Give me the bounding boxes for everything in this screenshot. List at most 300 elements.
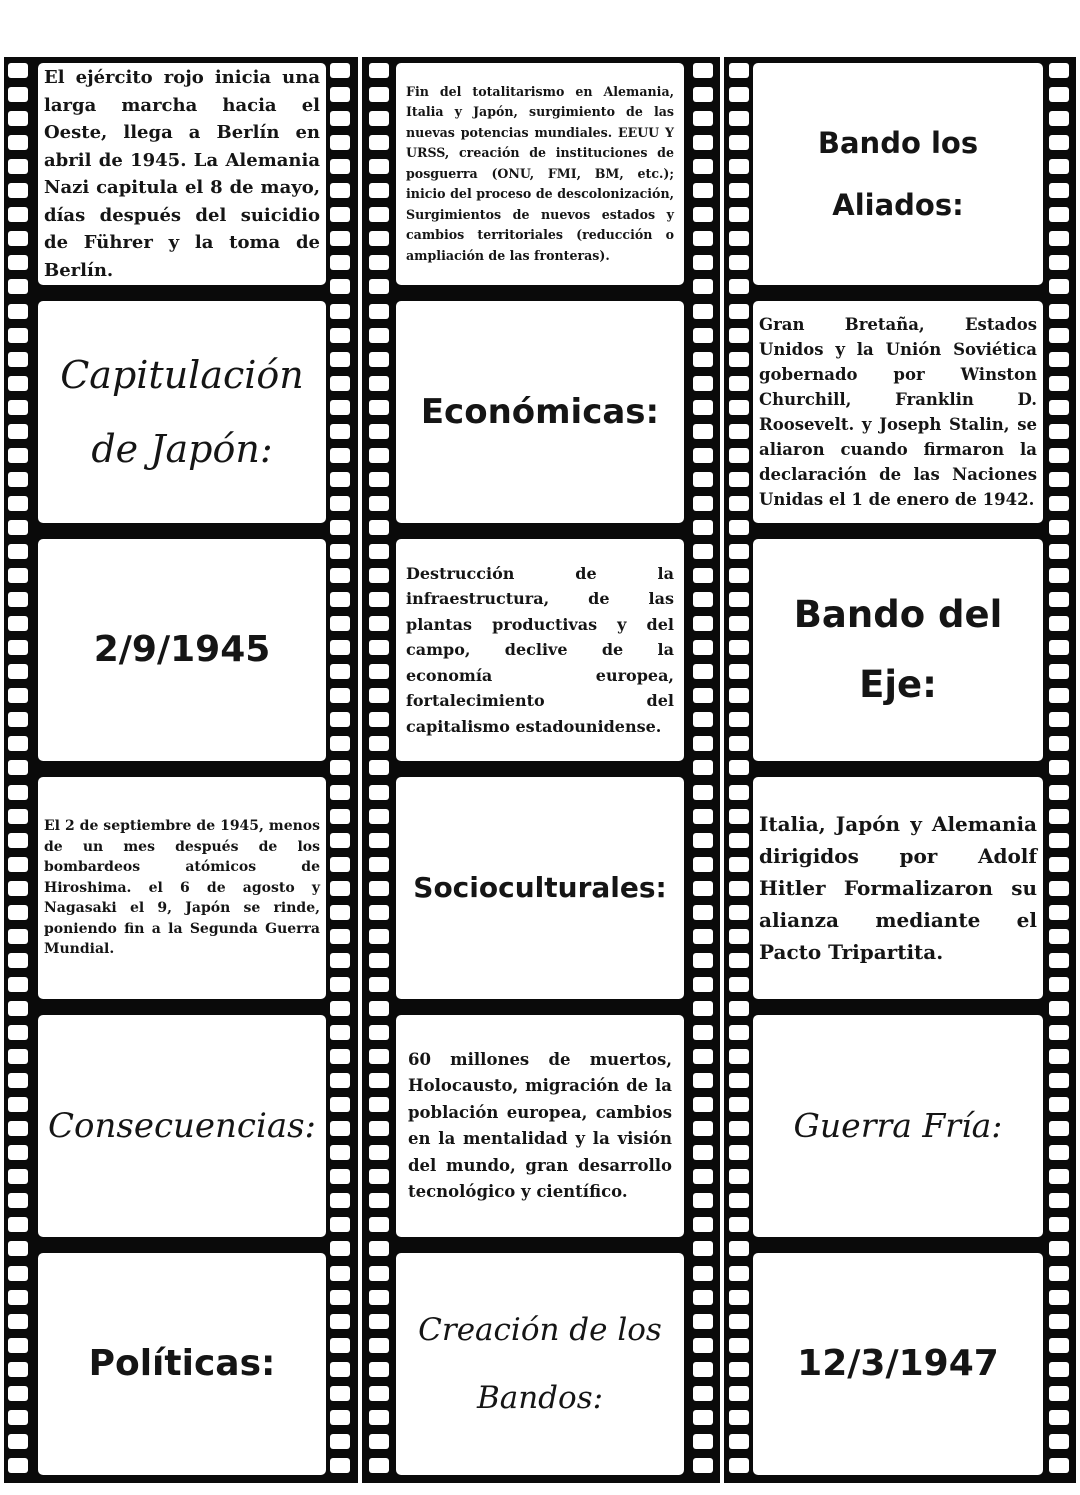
sprocket-hole (369, 1434, 389, 1449)
sprocket-hole (369, 520, 389, 535)
sprocket-hole (369, 833, 389, 848)
frame-heading: Económicas: (420, 392, 660, 432)
sprocket-hole (693, 544, 713, 559)
sprocket-hole (729, 352, 749, 367)
sprocket-hole (369, 640, 389, 655)
film-frame (753, 301, 1043, 523)
sprocket-hole (693, 63, 713, 78)
film-frame (38, 777, 326, 999)
sprocket-hole (330, 1073, 350, 1088)
sprocket-hole (8, 400, 28, 415)
sprocket-hole (1049, 472, 1069, 487)
sprocket-hole (369, 1145, 389, 1160)
sprocket-hole (369, 1169, 389, 1184)
sprocket-hole (693, 1290, 713, 1305)
sprocket-hole (369, 592, 389, 607)
sprocket-hole (693, 1386, 713, 1401)
film-frame (396, 1253, 684, 1475)
sprocket-hole (729, 544, 749, 559)
frame-heading: Bando los Aliados: (817, 126, 979, 222)
sprocket-hole (693, 1001, 713, 1016)
sprocket-hole (693, 1217, 713, 1232)
sprocket-hole (729, 255, 749, 270)
sprocket-hole (8, 688, 28, 703)
sprocket-hole (330, 1386, 350, 1401)
sprocket-hole (1049, 616, 1069, 631)
sprocket-hole (729, 520, 749, 535)
sprocket-hole (369, 159, 389, 174)
frame-heading: Bando del Eje: (793, 593, 1003, 706)
sprocket-hole (729, 905, 749, 920)
sprocket-hole (8, 881, 28, 896)
frame-paragraph: El ejército rojo inicia una larga marcha hacia el Oeste, llega a Berlín en abril de 1945. La Alemania Nazi capitula el 8 de mayo, días después del suicidio de Führer y la toma de Berlín. (44, 67, 320, 281)
sprocket-hole (729, 472, 749, 487)
sprocket-hole (729, 448, 749, 463)
sprocket-hole (8, 1073, 28, 1088)
sprocket-hole (1049, 785, 1069, 800)
sprocket-hole (8, 1386, 28, 1401)
sprocket-hole (693, 135, 713, 150)
sprocket-hole (693, 857, 713, 872)
sprocket-hole (369, 1410, 389, 1425)
sprocket-hole (693, 424, 713, 439)
frame-paragraph: El 2 de septiembre de 1945, menos de un mes después de los bombardeos atómicos de Hiroshima. el 6 de agosto y Nagasaki el 9, Japón se rinde, poniendo fin a la Segunda Guerra Mundial. (44, 818, 320, 958)
sprocket-hole (369, 183, 389, 198)
frame-heading: Creación de los Bandos: (418, 1312, 662, 1416)
sprocket-hole (369, 977, 389, 992)
sprocket-hole (693, 183, 713, 198)
sprocket-hole (729, 881, 749, 896)
sprocket-hole (369, 785, 389, 800)
sprocket-hole (1049, 1025, 1069, 1040)
sprocket-hole (1049, 977, 1069, 992)
sprocket-hole (8, 1049, 28, 1064)
sprocket-hole (330, 616, 350, 631)
sprocket-hole (330, 1458, 350, 1473)
film-frame (38, 63, 326, 285)
sprocket-hole (729, 929, 749, 944)
sprocket-hole (1049, 87, 1069, 102)
frame-heading: Políticas: (88, 1343, 276, 1384)
sprocket-hole (369, 328, 389, 343)
sprocket-hole (330, 87, 350, 102)
sprocket-hole (729, 833, 749, 848)
sprocket-holes (1049, 63, 1069, 1477)
film-frame (753, 777, 1043, 999)
sprocket-hole (330, 1169, 350, 1184)
sprocket-hole (729, 953, 749, 968)
sprocket-hole (369, 1193, 389, 1208)
sprocket-hole (8, 376, 28, 391)
sprocket-hole (1049, 1314, 1069, 1329)
film-frame (38, 1253, 326, 1475)
sprocket-hole (1049, 231, 1069, 246)
sprocket-hole (369, 231, 389, 246)
sprocket-hole (330, 111, 350, 126)
sprocket-hole (729, 1362, 749, 1377)
sprocket-hole (693, 568, 713, 583)
sprocket-hole (330, 352, 350, 367)
frame-heading: 12/3/1947 (797, 1343, 999, 1384)
sprocket-hole (1049, 1073, 1069, 1088)
sprocket-holes (8, 63, 28, 1477)
sprocket-hole (693, 520, 713, 535)
film-frame (396, 1015, 684, 1237)
sprocket-hole (369, 1314, 389, 1329)
sprocket-hole (330, 929, 350, 944)
sprocket-hole (369, 1025, 389, 1040)
sprocket-hole (1049, 111, 1069, 126)
sprocket-hole (693, 929, 713, 944)
sprocket-hole (330, 833, 350, 848)
sprocket-hole (8, 905, 28, 920)
sprocket-hole (1049, 1266, 1069, 1281)
sprocket-hole (693, 712, 713, 727)
sprocket-hole (693, 905, 713, 920)
sprocket-hole (1049, 833, 1069, 848)
sprocket-hole (693, 1338, 713, 1353)
sprocket-hole (330, 376, 350, 391)
sprocket-hole (330, 1193, 350, 1208)
sprocket-hole (1049, 1410, 1069, 1425)
sprocket-hole (729, 760, 749, 775)
sprocket-hole (693, 1410, 713, 1425)
sprocket-hole (8, 785, 28, 800)
sprocket-hole (1049, 1097, 1069, 1112)
sprocket-hole (8, 953, 28, 968)
sprocket-hole (8, 760, 28, 775)
sprocket-hole (729, 1049, 749, 1064)
sprocket-hole (330, 1097, 350, 1112)
sprocket-hole (8, 183, 28, 198)
sprocket-hole (729, 111, 749, 126)
sprocket-hole (330, 977, 350, 992)
film-strip-column-1 (4, 57, 358, 1483)
sprocket-hole (369, 1217, 389, 1232)
sprocket-hole (8, 1097, 28, 1112)
sprocket-hole (729, 1193, 749, 1208)
sprocket-hole (693, 304, 713, 319)
sprocket-hole (1049, 1290, 1069, 1305)
film-frame (396, 63, 684, 285)
sprocket-hole (693, 977, 713, 992)
sprocket-hole (8, 640, 28, 655)
sprocket-hole (8, 1001, 28, 1016)
frame-paragraph: Fin del totalitarismo en Alemania, Italia y Japón, surgimiento de las nuevas potencias mundiales. EEUU Y URSS, creación de instituciones de posguerra (ONU, FMI, BM, etc.); inicio del proceso de descolonización, Surgimientos de nuevos estados y cambios territoriales (reducción o ampliación de las fronteras). (406, 83, 674, 263)
sprocket-hole (1049, 664, 1069, 679)
sprocket-hole (1049, 592, 1069, 607)
sprocket-hole (369, 568, 389, 583)
sprocket-hole (369, 664, 389, 679)
film-strip-column-3 (724, 57, 1076, 1483)
sprocket-hole (1049, 809, 1069, 824)
sprocket-hole (729, 1025, 749, 1040)
frame-paragraph: Gran Bretaña, Estados Unidos y la Unión Soviética gobernado por Winston Churchill, Franklin D. Roosevelt. y Joseph Stalin, se aliaron cuando firmaron la declaración de las Naciones Unidas el 1 de enero de 1942. (759, 315, 1037, 509)
sprocket-hole (1049, 544, 1069, 559)
sprocket-hole (693, 809, 713, 824)
sprocket-hole (330, 664, 350, 679)
sprocket-hole (693, 1025, 713, 1040)
sprocket-hole (729, 87, 749, 102)
sprocket-hole (729, 279, 749, 294)
sprocket-hole (369, 1338, 389, 1353)
sprocket-hole (693, 352, 713, 367)
sprocket-hole (693, 87, 713, 102)
sprocket-hole (1049, 953, 1069, 968)
sprocket-hole (8, 255, 28, 270)
sprocket-hole (330, 640, 350, 655)
sprocket-hole (729, 1266, 749, 1281)
frame-heading: Capitulación de Japón: (60, 353, 304, 471)
sprocket-hole (8, 1362, 28, 1377)
sprocket-hole (1049, 1049, 1069, 1064)
sprocket-hole (729, 63, 749, 78)
sprocket-hole (369, 1458, 389, 1473)
sprocket-hole (729, 135, 749, 150)
sprocket-hole (693, 207, 713, 222)
sprocket-hole (8, 63, 28, 78)
sprocket-hole (693, 592, 713, 607)
sprocket-hole (729, 1241, 749, 1256)
sprocket-hole (729, 712, 749, 727)
sprocket-hole (369, 857, 389, 872)
film-frame (396, 301, 684, 523)
sprocket-hole (8, 279, 28, 294)
sprocket-hole (1049, 760, 1069, 775)
sprocket-hole (330, 1290, 350, 1305)
sprocket-hole (1049, 712, 1069, 727)
sprocket-hole (369, 87, 389, 102)
sprocket-hole (693, 1362, 713, 1377)
sprocket-hole (693, 376, 713, 391)
sprocket-hole (369, 63, 389, 78)
sprocket-hole (729, 1073, 749, 1088)
sprocket-hole (693, 1049, 713, 1064)
sprocket-hole (8, 1458, 28, 1473)
sprocket-hole (8, 1410, 28, 1425)
sprocket-hole (693, 881, 713, 896)
sprocket-hole (369, 279, 389, 294)
sprocket-hole (1049, 1001, 1069, 1016)
sprocket-hole (729, 328, 749, 343)
sprocket-hole (729, 1121, 749, 1136)
sprocket-hole (330, 688, 350, 703)
frame-heading: Consecuencias: (48, 1106, 316, 1146)
sprocket-hole (1049, 352, 1069, 367)
sprocket-hole (330, 279, 350, 294)
sprocket-hole (369, 953, 389, 968)
sprocket-hole (729, 424, 749, 439)
sprocket-hole (729, 400, 749, 415)
sprocket-hole (8, 1434, 28, 1449)
sprocket-hole (1049, 857, 1069, 872)
sprocket-hole (693, 1266, 713, 1281)
sprocket-hole (1049, 1458, 1069, 1473)
sprocket-hole (1049, 1169, 1069, 1184)
sprocket-hole (1049, 1193, 1069, 1208)
sprocket-hole (729, 664, 749, 679)
sprocket-hole (693, 255, 713, 270)
sprocket-hole (1049, 135, 1069, 150)
sprocket-holes (369, 63, 389, 1477)
sprocket-hole (729, 616, 749, 631)
sprocket-hole (330, 568, 350, 583)
sprocket-hole (1049, 63, 1069, 78)
sprocket-hole (369, 496, 389, 511)
sprocket-hole (369, 1386, 389, 1401)
sprocket-hole (1049, 1386, 1069, 1401)
sprocket-hole (693, 496, 713, 511)
sprocket-hole (330, 712, 350, 727)
sprocket-hole (330, 63, 350, 78)
sprocket-hole (330, 953, 350, 968)
sprocket-hole (8, 929, 28, 944)
sprocket-hole (369, 400, 389, 415)
sprocket-hole (8, 809, 28, 824)
sprocket-hole (1049, 640, 1069, 655)
sprocket-hole (1049, 881, 1069, 896)
sprocket-hole (330, 183, 350, 198)
sprocket-hole (1049, 1338, 1069, 1353)
sprocket-hole (8, 1145, 28, 1160)
sprocket-hole (8, 712, 28, 727)
sprocket-hole (729, 1217, 749, 1232)
sprocket-hole (369, 616, 389, 631)
sprocket-hole (1049, 496, 1069, 511)
sprocket-hole (8, 472, 28, 487)
sprocket-hole (729, 977, 749, 992)
sprocket-hole (369, 1001, 389, 1016)
sprocket-hole (369, 352, 389, 367)
sprocket-hole (8, 328, 28, 343)
sprocket-hole (369, 1097, 389, 1112)
sprocket-hole (330, 400, 350, 415)
sprocket-holes (330, 63, 350, 1477)
sprocket-hole (330, 1241, 350, 1256)
sprocket-hole (330, 1338, 350, 1353)
sprocket-hole (369, 1241, 389, 1256)
sprocket-hole (1049, 424, 1069, 439)
sprocket-hole (729, 640, 749, 655)
sprocket-hole (729, 304, 749, 319)
sprocket-hole (369, 1266, 389, 1281)
frame-heading: 2/9/1945 (93, 629, 271, 670)
sprocket-hole (369, 304, 389, 319)
sprocket-hole (330, 1314, 350, 1329)
film-frame (753, 1015, 1043, 1237)
sprocket-hole (1049, 1145, 1069, 1160)
sprocket-hole (8, 1193, 28, 1208)
sprocket-hole (693, 760, 713, 775)
sprocket-hole (693, 953, 713, 968)
sprocket-hole (369, 207, 389, 222)
sprocket-hole (8, 857, 28, 872)
film-frame (396, 539, 684, 761)
sprocket-hole (330, 1410, 350, 1425)
frame-heading: Socioculturales: (413, 871, 667, 904)
sprocket-hole (693, 159, 713, 174)
sprocket-hole (8, 736, 28, 751)
sprocket-hole (330, 1434, 350, 1449)
sprocket-hole (8, 592, 28, 607)
sprocket-hole (8, 111, 28, 126)
sprocket-hole (693, 1121, 713, 1136)
sprocket-hole (8, 664, 28, 679)
sprocket-hole (1049, 448, 1069, 463)
sprocket-hole (729, 1290, 749, 1305)
sprocket-hole (1049, 255, 1069, 270)
sprocket-hole (369, 255, 389, 270)
frame-paragraph: 60 millones de muertos, Holocausto, migración de la población europea, cambios en la mentalidad y la visión del mundo, gran desarrollo tecnológico y científico. (408, 1049, 672, 1201)
sprocket-hole (8, 1314, 28, 1329)
sprocket-hole (8, 1241, 28, 1256)
sprocket-hole (693, 1458, 713, 1473)
sprocket-hole (369, 1290, 389, 1305)
sprocket-hole (369, 448, 389, 463)
sprocket-hole (8, 520, 28, 535)
sprocket-hole (8, 87, 28, 102)
sprocket-hole (693, 1193, 713, 1208)
sprocket-hole (693, 664, 713, 679)
sprocket-hole (369, 905, 389, 920)
sprocket-hole (1049, 279, 1069, 294)
sprocket-hole (729, 207, 749, 222)
sprocket-hole (729, 496, 749, 511)
sprocket-hole (693, 736, 713, 751)
sprocket-hole (8, 1290, 28, 1305)
sprocket-hole (8, 568, 28, 583)
sprocket-hole (729, 1145, 749, 1160)
sprocket-hole (693, 1097, 713, 1112)
film-frame (38, 301, 326, 523)
sprocket-hole (8, 496, 28, 511)
sprocket-hole (729, 1434, 749, 1449)
sprocket-hole (8, 1169, 28, 1184)
sprocket-hole (330, 1266, 350, 1281)
sprocket-hole (8, 448, 28, 463)
film-frame (38, 539, 326, 761)
sprocket-hole (693, 1073, 713, 1088)
sprocket-hole (1049, 183, 1069, 198)
sprocket-hole (369, 376, 389, 391)
sprocket-hole (1049, 1434, 1069, 1449)
sprocket-hole (693, 640, 713, 655)
sprocket-hole (1049, 159, 1069, 174)
sprocket-hole (330, 881, 350, 896)
sprocket-hole (1049, 736, 1069, 751)
sprocket-hole (330, 905, 350, 920)
sprocket-hole (8, 207, 28, 222)
sprocket-hole (1049, 929, 1069, 944)
sprocket-hole (693, 448, 713, 463)
sprocket-hole (8, 1338, 28, 1353)
sprocket-hole (330, 1049, 350, 1064)
sprocket-hole (729, 1458, 749, 1473)
sprocket-hole (729, 1097, 749, 1112)
sprocket-hole (330, 544, 350, 559)
sprocket-hole (330, 760, 350, 775)
sprocket-hole (369, 688, 389, 703)
sprocket-hole (369, 111, 389, 126)
sprocket-hole (369, 736, 389, 751)
sprocket-hole (369, 1121, 389, 1136)
sprocket-hole (369, 712, 389, 727)
sprocket-hole (330, 592, 350, 607)
sprocket-hole (693, 1434, 713, 1449)
sprocket-hole (1049, 520, 1069, 535)
sprocket-hole (693, 111, 713, 126)
sprocket-holes (729, 63, 749, 1477)
